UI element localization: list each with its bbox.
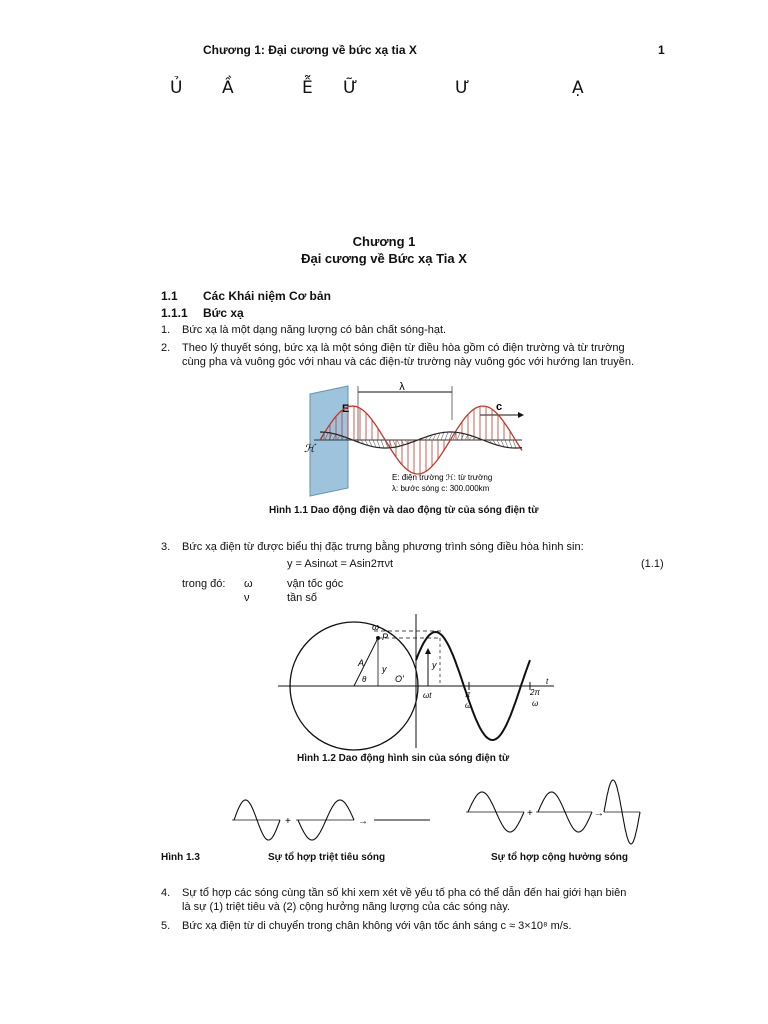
h-field-vector — [505, 440, 508, 448]
section-title: Các Khái niệm Cơ bản — [203, 289, 331, 303]
page-number: 1 — [658, 43, 665, 57]
item-text-line: cùng pha và vuông góc với nhau và các điện-từ trường này vuông góc với hướng lan truyền. — [182, 356, 635, 368]
arrow-sign: → — [594, 808, 604, 819]
pi-denominator: ω — [465, 701, 472, 710]
garbled-glyph-1: Ủ — [170, 78, 183, 98]
item-number: 3. — [161, 541, 171, 553]
equation: y = Asinωt = Asin2πνt — [287, 558, 394, 570]
chapter-title: Đại cương về Bức xạ Tia X — [301, 251, 467, 266]
two-pi-denominator: ω — [532, 699, 539, 708]
h-field-vector — [469, 436, 472, 440]
two-pi-label: 2π — [530, 688, 540, 697]
destructive-caption: Sự tổ hợp triệt tiêu sóng — [268, 852, 386, 863]
wave-superposition-figure — [228, 776, 643, 846]
h-field-vector — [377, 440, 380, 448]
omega-label: ω — [372, 622, 380, 632]
h-field-vector — [373, 440, 376, 447]
y-label-circle: y — [382, 664, 387, 674]
equation-number: (1.1) — [641, 558, 664, 570]
item-number: 5. — [161, 920, 171, 932]
item-text-line: là sự (1) triệt tiêu và (2) cộng hưởng năng lượng của các sóng này. — [182, 901, 510, 913]
p-label: P — [382, 632, 389, 642]
omega-description: vận tốc góc — [287, 578, 344, 590]
h-field-vector — [401, 440, 404, 445]
em-wave-figure — [290, 380, 540, 500]
h-field-vector — [445, 432, 448, 440]
legend-line-2: λ: bước sóng c: 300.000km — [392, 484, 490, 493]
garbled-glyph-5: Ư — [455, 78, 470, 98]
symbol-omega: ω — [244, 578, 253, 590]
lambda-label: λ — [399, 381, 405, 393]
garbled-glyph-6: Ạ — [572, 78, 584, 98]
legend-line-1: E: điện trường ℋ: từ trường — [392, 473, 493, 482]
subsection-title: Bức xạ — [203, 306, 244, 320]
h-field-vector — [457, 433, 460, 440]
origin-label: O' — [395, 674, 404, 684]
h-field-vector — [509, 440, 512, 448]
item-text: Bức xạ điện từ di chuyển trong chân không với vận tốc ánh sáng c ≈ 3×10⁸ m/s. — [182, 920, 572, 932]
h-field-vector — [393, 440, 396, 447]
h-field-vector — [405, 440, 408, 444]
t-label: t — [546, 677, 549, 686]
nu-description: tần số — [287, 592, 317, 604]
h-field-vector — [461, 434, 464, 440]
item-text-line: Sự tổ hợp các sóng cùng tần số khi xem xét về yếu tố pha có thể dẫn đến hai giới hạn biên — [182, 887, 627, 899]
figure-1-caption: Hình 1.1 Dao động điện và dao động từ của sóng điện từ — [269, 505, 539, 516]
constructive-caption: Sự tổ hợp cộng hưởng sóng — [491, 852, 629, 863]
e-label: E — [342, 403, 350, 415]
item-text: Bức xạ là một dạng năng lượng có bản chất sóng-hạt. — [182, 324, 447, 336]
section-number: 1.1 — [161, 289, 178, 303]
item-text-line: Theo lý thuyết sóng, bức xạ là một sóng điện từ điều hòa gồm có điện trường và từ trường — [182, 342, 625, 354]
item-text: Bức xạ điện từ được biểu thị đặc trưng bằng phương trình sóng điều hòa hình sin: — [182, 541, 584, 553]
plus-sign: + — [285, 816, 291, 827]
arrow-sign: → — [358, 816, 368, 827]
sine-oscillation-figure — [278, 612, 558, 752]
pi-label: π — [465, 690, 471, 699]
symbol-nu: ν — [244, 592, 250, 604]
running-header: Chương 1: Đại cương về bức xạ tia X — [203, 43, 417, 57]
garbled-glyph-2: Ầ — [222, 78, 234, 98]
garbled-glyph-3: Ễ — [302, 78, 313, 98]
h-field-vector — [381, 440, 384, 448]
h-label: ℋ — [304, 443, 315, 455]
subsection-number: 1.1.1 — [161, 306, 188, 320]
figure-3-label: Hình 1.3 — [161, 852, 200, 863]
omega-t-label: ωt — [423, 691, 432, 700]
item-number: 4. — [161, 887, 171, 899]
h-field-vector — [397, 440, 400, 446]
h-field-vector — [465, 435, 468, 440]
c-label: c — [496, 401, 503, 413]
y-label-curve: y — [432, 660, 437, 670]
chapter-label: Chương 1 — [352, 234, 416, 249]
garbled-glyph-4: Ữ — [343, 78, 358, 98]
figure-2-caption: Hình 1.2 Dao động hình sin của sóng điện từ — [297, 753, 510, 764]
plus-sign: + — [527, 808, 533, 819]
a-label: A — [358, 658, 365, 668]
theta-label: θ — [362, 675, 367, 684]
item-number: 1. — [161, 324, 171, 336]
h-field-vector — [441, 432, 444, 440]
where-label: trong đó: — [182, 578, 226, 590]
item-number: 2. — [161, 342, 171, 354]
